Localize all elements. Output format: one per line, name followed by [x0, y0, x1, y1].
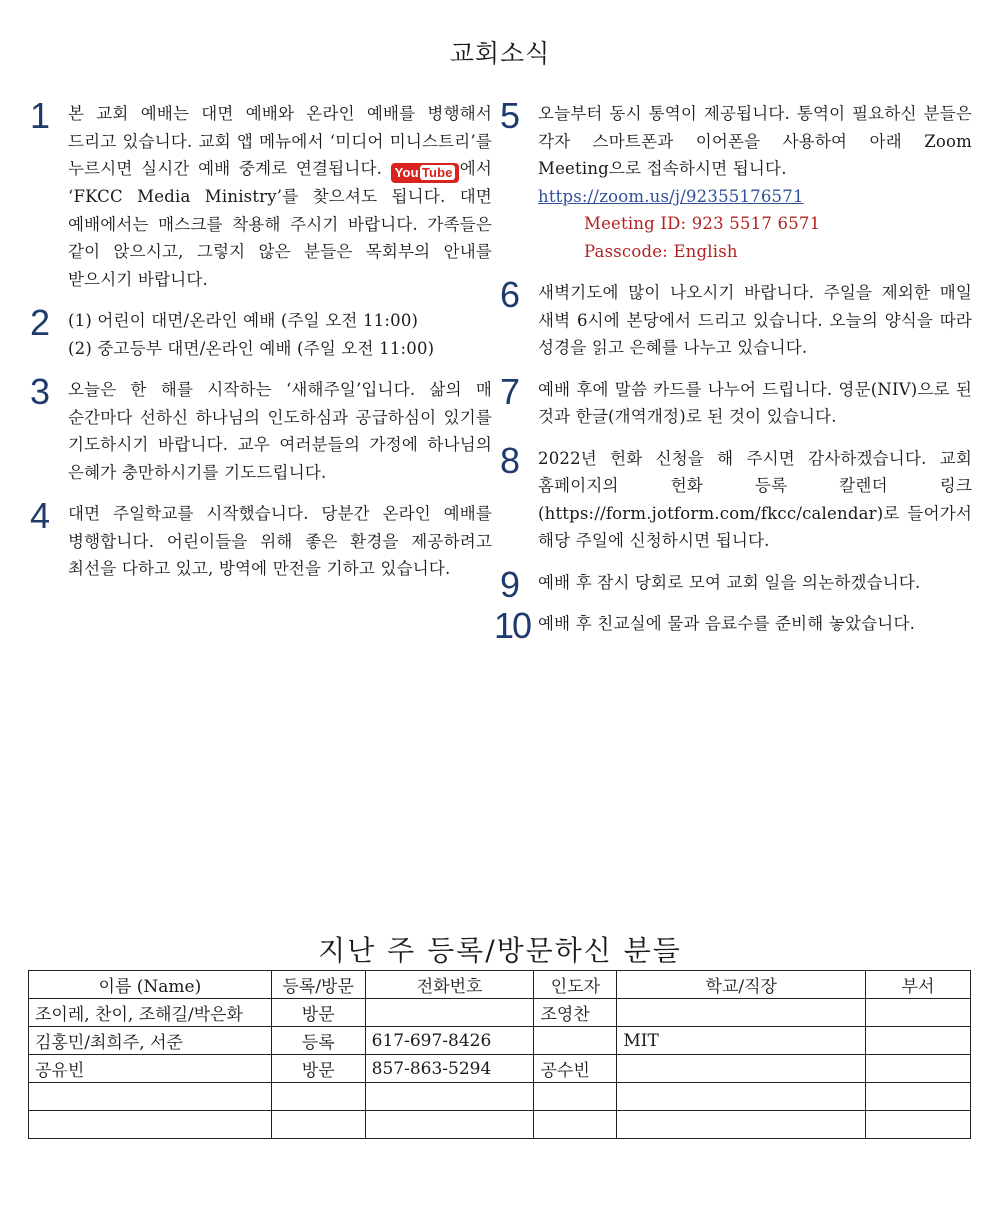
- cell-school-work: [617, 1111, 866, 1139]
- item-number: 9: [500, 563, 521, 605]
- cell-phone: [365, 999, 534, 1027]
- cell-status: [271, 1083, 365, 1111]
- news-item-10: [494, 605, 972, 646]
- youtube-logo-icon: You Tube: [391, 163, 459, 183]
- page-title: 교회소식: [449, 39, 551, 68]
- item-line: (1) 어린이 대면/온라인 예배 (주일 오전 11:00): [68, 311, 419, 330]
- cell-guide: [534, 1111, 617, 1139]
- news-item-5: [500, 95, 972, 265]
- passcode: Passcode: English: [584, 241, 738, 261]
- news-item-7: [500, 370, 972, 431]
- item-number: 10: [494, 605, 531, 646]
- table-row: [29, 1055, 971, 1083]
- table-row: [29, 1083, 971, 1111]
- cell-phone: [365, 1111, 534, 1139]
- item-number: 6: [500, 274, 521, 315]
- item-text: 예배 후 친교실에 물과 음료수를 준비해 놓았습니다.: [538, 614, 916, 633]
- cell-guide: 조영찬: [534, 999, 617, 1027]
- news-item-1: [30, 95, 492, 293]
- header-name: 이름 (Name): [29, 971, 272, 999]
- item-number: 1: [30, 95, 51, 136]
- item-number: 4: [30, 495, 51, 536]
- table-header-row: [29, 971, 971, 999]
- cell-status: 방문: [271, 1055, 365, 1083]
- cell-department: [866, 1111, 971, 1139]
- table-row: [29, 999, 971, 1027]
- header-school-work: 학교/직장: [617, 971, 866, 999]
- item-number: 7: [500, 370, 521, 412]
- item-text: [538, 100, 972, 265]
- table-row: [29, 1111, 971, 1139]
- item-text: 2022년 헌화 신청을 해 주시면 감사하겠습니다. 교회 홈페이지의 헌화 등록 칼렌더 링크(https://form.jotform.com/fkcc/calendar)로 들어가서 해당 주일에 신청하시면 됩니다.: [538, 448, 972, 550]
- news-column-right: [494, 95, 972, 652]
- cell-status: [271, 1111, 365, 1139]
- cell-name: 김홍민/최희주, 서준: [29, 1027, 272, 1055]
- item-line: (2) 중고등부 대면/온라인 예배 (주일 오전 11:00): [68, 338, 435, 358]
- visitors-table: [28, 970, 971, 1139]
- item-text: 예배 후 잠시 당회로 모여 교회 일을 의논하겠습니다.: [538, 572, 921, 592]
- header-status: 등록/방문: [271, 971, 365, 999]
- item-text: 대면 주일학교를 시작했습니다. 당분간 온라인 예배를 병행합니다. 어린이들을 위해 좋은 환경을 제공하려고 최선을 다하고 있고, 방역에 만전을 기하고 있습니다.: [68, 504, 492, 578]
- item-number: 8: [500, 439, 521, 481]
- cell-department: [866, 1027, 971, 1055]
- news-column-left: [30, 95, 492, 597]
- cell-school-work: [617, 1055, 866, 1083]
- header-guide: 인도자: [534, 971, 617, 999]
- item-text: [68, 307, 492, 362]
- cell-name: [29, 1083, 272, 1111]
- cell-guide: 공수빈: [534, 1055, 617, 1083]
- cell-guide: [534, 1027, 617, 1055]
- cell-school-work: [617, 1083, 866, 1111]
- item-text: 예배 후에 말씀 카드를 나누어 드립니다. 영문(NIV)으로 된 것과 한글(개역개정)로 된 것이 있습니다.: [538, 379, 972, 426]
- item-number: 2: [30, 302, 51, 343]
- zoom-link[interactable]: https://zoom.us/j/92355176571: [538, 186, 804, 206]
- cell-phone: [365, 1083, 534, 1111]
- item-line: 오늘부터 동시 통역이 제공됩니다. 통역이 필요하신 분들은 각자 스마트폰과 이어폰을 사용하여 아래 Zoom Meeting으로 접속하시면 됩니다.: [538, 104, 972, 178]
- news-item-2: [30, 302, 492, 362]
- table-row: [29, 1027, 971, 1055]
- news-item-6: [500, 274, 972, 362]
- item-text-part: 에서 ‘FKCC Media Ministry’를 찾으셔도 됩니다. 대면 예배에서는 매스크를 착용해 주시기 바랍니다. 가족들은 같이 앉으시고, 그렇지 않은 분들은 목회부의 안내를 받으시기 바랍니다.: [68, 159, 492, 289]
- visitors-title: 지난 주 등록/방문하신 분들: [318, 934, 682, 967]
- cell-school-work: [617, 999, 866, 1027]
- news-item-4: [30, 495, 492, 583]
- cell-department: [866, 999, 971, 1027]
- cell-status: 등록: [271, 1027, 365, 1055]
- cell-guide: [534, 1083, 617, 1111]
- news-item-3: [30, 371, 492, 486]
- cell-school-work: MIT: [617, 1027, 866, 1055]
- cell-department: [866, 1055, 971, 1083]
- cell-name: 공유빈: [29, 1055, 272, 1083]
- item-text: 새벽기도에 많이 나오시기 바랍니다. 주일을 제외한 매일 새벽 6시에 본당에서 드리고 있습니다. 오늘의 양식을 따라 성경을 읽고 은혜를 나누고 있습니다.: [538, 283, 972, 357]
- item-number: 5: [500, 95, 521, 136]
- cell-name: 조이레, 찬이, 조해길/박은화: [29, 999, 272, 1027]
- meeting-id: Meeting ID: 923 5517 6571: [584, 214, 821, 233]
- item-text: [68, 100, 492, 293]
- item-number: 3: [30, 371, 51, 412]
- cell-phone: 617-697-8426: [365, 1027, 534, 1055]
- header-phone: 전화번호: [365, 971, 534, 999]
- cell-status: 방문: [271, 999, 365, 1027]
- cell-name: [29, 1111, 272, 1139]
- cell-department: [866, 1083, 971, 1111]
- cell-phone: 857-863-5294: [365, 1055, 534, 1083]
- item-text: 오늘은 한 해를 시작하는 ‘새해주일’입니다. 삶의 매 순간마다 선하신 하나님의 인도하심과 공급하심이 있기를 기도하시기 바랍니다. 교우 여러분들의 가정에 하나님의 은혜가 충만하시기를 기도드립니다.: [68, 380, 492, 482]
- news-item-8: [500, 439, 972, 555]
- header-department: 부서: [866, 971, 971, 999]
- news-item-9: [500, 563, 972, 605]
- item-text-part: 본 교회 예배는 대면 예배와 온라인 예배를 병행해서 드리고 있습니다. 교회 앱 메뉴에서 ‘미디어 미니스트리’를 누르시면 실시간 예배 중계로 연결됩니다.: [68, 104, 492, 178]
